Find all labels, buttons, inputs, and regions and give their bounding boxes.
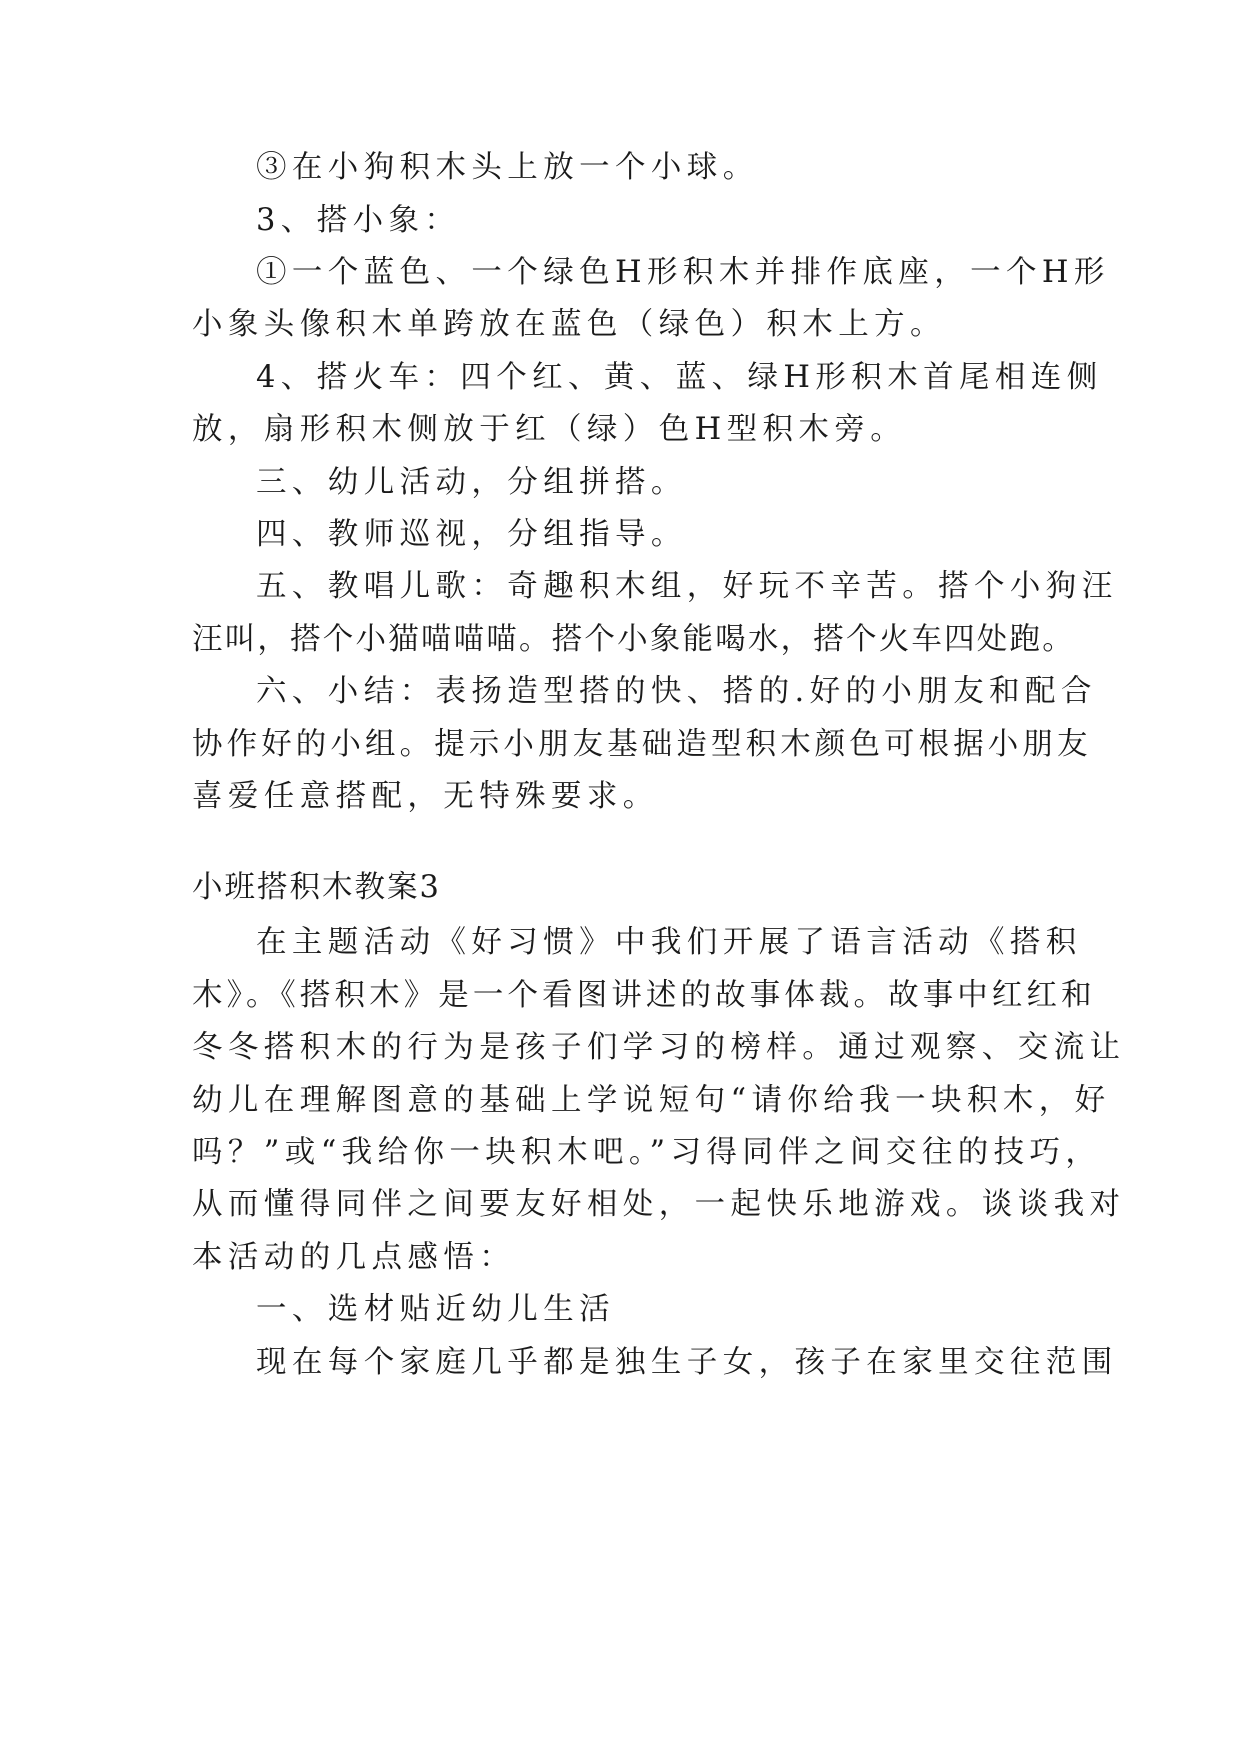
paragraph-line: 小象头像积木单跨放在蓝色（绿色）积木上方。: [192, 307, 946, 342]
paragraph-line: ①一个蓝色、一个绿色H形积木并排作底座，一个H形: [256, 255, 1110, 290]
paragraph-line: 喜爱任意搭配，无特殊要求。: [192, 779, 659, 814]
paragraph-line: 协作好的小组。提示小朋友基础造型积木颜色可根据小朋友: [192, 727, 1092, 762]
paragraph-line: 三、幼儿活动，分组拼搭。: [256, 465, 687, 500]
paragraph-line: 四、教师巡视，分组指导。: [256, 517, 687, 552]
paragraph-line: 冬冬搭积木的行为是孩子们学习的榜样。通过观察、交流让: [192, 1030, 1126, 1065]
paragraph-line: 幼儿在理解图意的基础上学说短句“请你给我一块积木，好: [192, 1083, 1111, 1118]
paragraph-line: 3、搭小象：: [256, 203, 461, 238]
paragraph-line: 五、教唱儿歌：奇趣积木组，好玩不辛苦。搭个小狗汪: [256, 569, 1118, 604]
paragraph-line: 4、搭火车：四个红、黄、蓝、绿H形积木首尾相连侧: [256, 360, 1103, 395]
paragraph-line: 放，扇形积木侧放于红（绿）色H型积木旁。: [192, 412, 907, 447]
paragraph-line: 现在每个家庭几乎都是独生子女，孩子在家里交往范围: [256, 1345, 1118, 1380]
paragraph-line: 汪叫，搭个小猫喵喵喵。搭个小象能喝水，搭个火车四处跑。: [192, 622, 1075, 657]
paragraph-line: 吗？”或“我给你一块积木吧。”习得同伴之间交往的技巧，: [192, 1135, 1102, 1170]
paragraph-line: 在主题活动《好习惯》中我们开展了语言活动《搭积: [256, 925, 1082, 960]
paragraph-line: 一、选材贴近幼儿生活: [256, 1292, 615, 1327]
paragraph-line: 从而懂得同伴之间要友好相处，一起快乐地游戏。谈谈我对: [192, 1187, 1126, 1222]
paragraph-line: ③在小狗积木头上放一个小球。: [256, 150, 759, 185]
paragraph-line: 本活动的几点感悟：: [192, 1240, 516, 1275]
section-title: 小班搭积木教案3: [192, 870, 441, 905]
paragraph-line: 木》。《搭积木》是一个看图讲述的故事体裁。故事中红红和: [192, 978, 1096, 1013]
paragraph-line: 六、小结：表扬造型搭的快、搭的.好的小朋友和配合: [256, 674, 1097, 709]
